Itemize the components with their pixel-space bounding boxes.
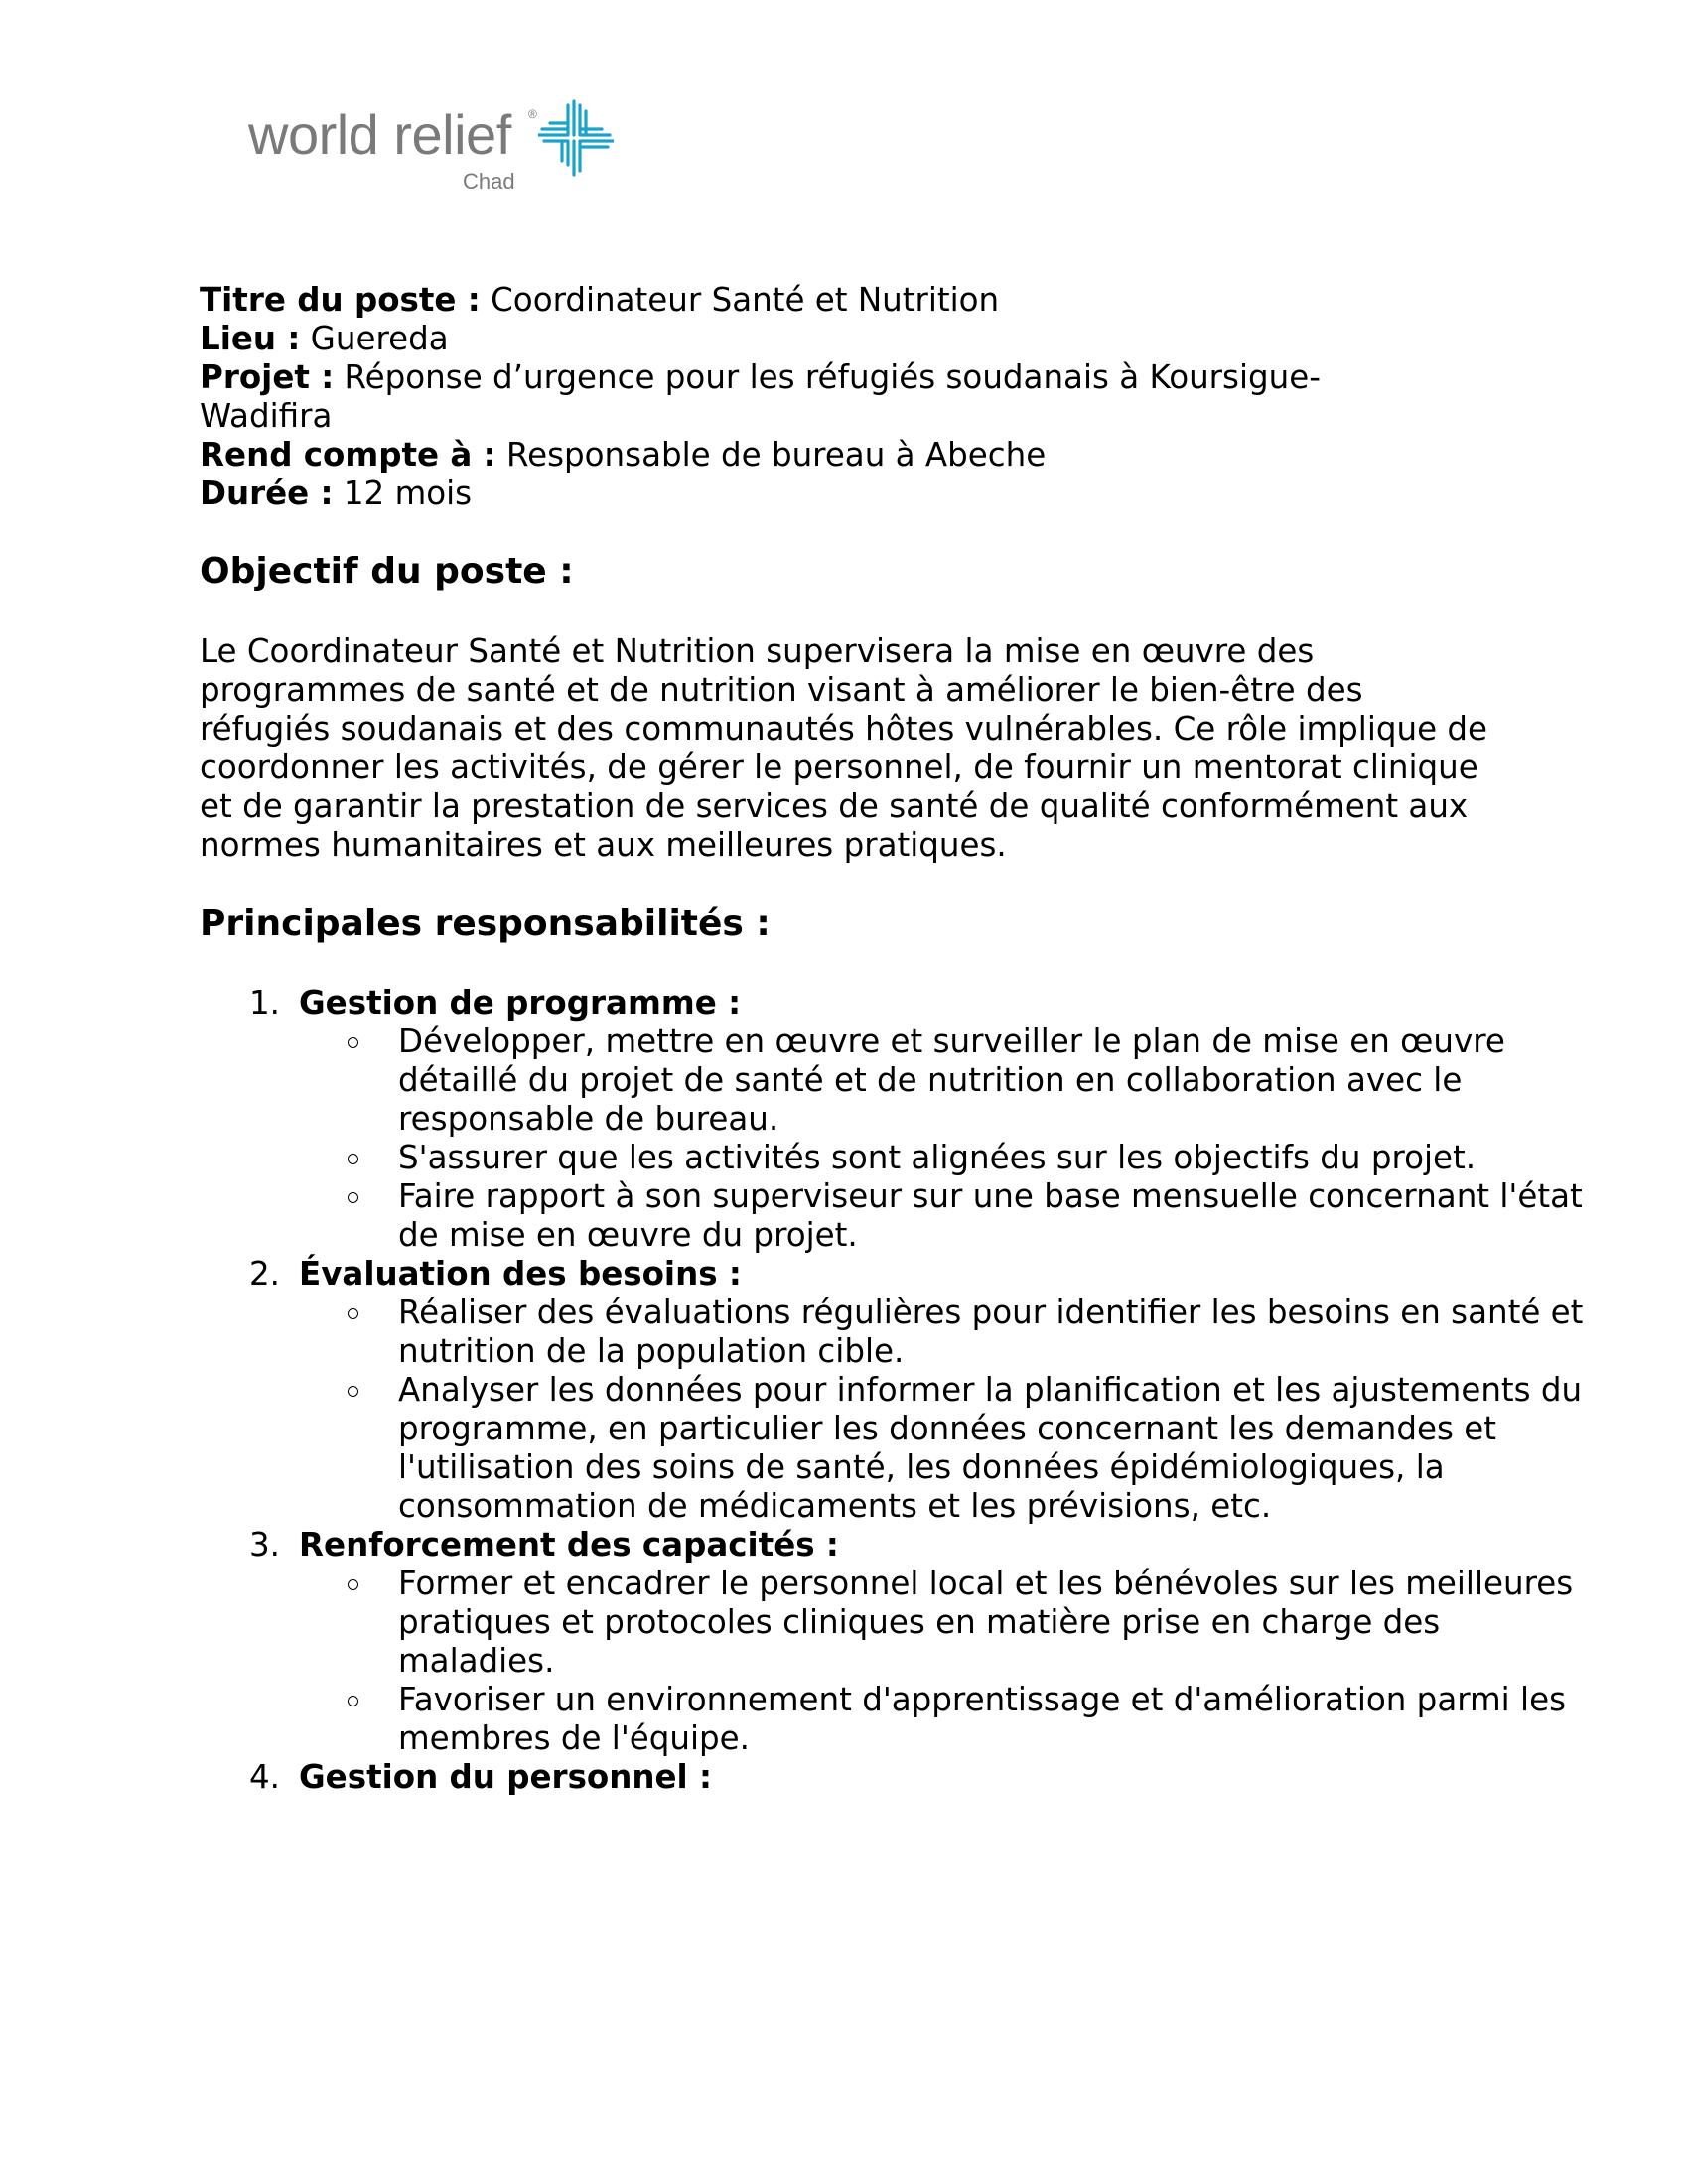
meta-value: Responsable de bureau à Abeche: [495, 436, 1047, 474]
section-title: Renforcement des capacités :: [299, 1526, 839, 1564]
section-items: [299, 1023, 1583, 1255]
list-item: [299, 1023, 1600, 1139]
hollow-bullet-icon: [348, 1308, 358, 1319]
meta-value: Guereda: [300, 320, 449, 357]
responsibility-section: [200, 1526, 1574, 1758]
world-relief-cross-icon: [538, 99, 614, 177]
world-relief-logo: [248, 99, 626, 199]
meta-reports-to: [200, 436, 1490, 475]
responsibilities-heading: Principales responsabilités :: [200, 903, 771, 944]
meta-value: Réponse d’urgence pour les réfugiés soudanais à Koursigue-Wadifira: [200, 358, 1321, 435]
meta-job-title: [200, 281, 1490, 320]
list-item-text: Favoriser un environnement d'apprentissage et d'amélioration parmi les membres de l'équipe.: [398, 1681, 1566, 1757]
logo-wordmark: world relief: [248, 103, 511, 166]
objective-heading: Objectif du poste :: [200, 551, 574, 592]
responsibilities-list: [200, 984, 1584, 1797]
meta-label: Lieu :: [200, 320, 301, 357]
meta-label: Projet :: [200, 358, 335, 396]
logo-registered-mark: ®: [528, 107, 537, 121]
meta-label: Durée :: [200, 475, 334, 512]
meta-duration: [200, 475, 1490, 513]
hollow-bullet-icon: [348, 1154, 358, 1164]
list-item-text: S'assurer que les activités sont alignées sur les objectifs du projet.: [398, 1139, 1477, 1176]
meta-label: Rend compte à :: [200, 436, 496, 474]
section-number: 4.: [249, 1758, 281, 1796]
meta-project: [200, 358, 1391, 436]
job-description: [200, 281, 1584, 1797]
list-item: [299, 1177, 1600, 1255]
meta-label: Titre du poste :: [200, 281, 481, 319]
meta-value: 12 mois: [333, 475, 473, 512]
hollow-bullet-icon: [348, 1696, 358, 1706]
hollow-bullet-icon: [348, 1192, 358, 1203]
list-item-text: Faire rapport à son superviseur sur une base mensuelle concernant l'état de mise en œuvre du projet.: [398, 1177, 1583, 1254]
list-item-text: Former et encadrer le personnel local et les bénévoles sur les meilleures pratiques et protocoles cliniques en matière prise en charge des maladies.: [398, 1565, 1574, 1680]
section-number: 3.: [249, 1526, 281, 1564]
section-items: [299, 1294, 1584, 1526]
list-item: [299, 1681, 1600, 1758]
section-number: 1.: [249, 984, 281, 1022]
meta-value: Coordinateur Santé et Nutrition: [480, 281, 1000, 319]
hollow-bullet-icon: [348, 1579, 358, 1590]
list-item-text: Développer, mettre en œuvre et surveiller le plan de mise en œuvre détaillé du projet de santé et de nutrition en collaboration avec le responsable de bureau.: [398, 1023, 1505, 1138]
list-item: [299, 1371, 1600, 1526]
logo-subtitle: Chad: [463, 169, 515, 194]
section-title: Évaluation des besoins :: [299, 1255, 742, 1293]
responsibility-section: [200, 1255, 1584, 1526]
objective-paragraph: Le Coordinateur Santé et Nutrition supervisera la mise en œuvre des programmes de santé et de nutrition visant à améliorer le bien-être des réfugiés soudanais et des communautés hôtes vulnérables. Ce rôle implique de coordonner les activités, de gérer le personnel, de fournir un mentorat clinique et de garantir la prestation de services de santé de qualité conformément aux normes humanitaires et aux meilleures pratiques.: [200, 632, 1488, 864]
meta-location: [200, 320, 1490, 358]
list-item-text: Réaliser des évaluations régulières pour identifier les besoins en santé et nutrition de la population cible.: [398, 1294, 1584, 1370]
hollow-bullet-icon: [348, 1037, 358, 1048]
section-number: 2.: [249, 1255, 281, 1293]
job-metadata: [200, 281, 1490, 513]
section-items: [299, 1565, 1574, 1758]
section-title: Gestion du personnel :: [299, 1758, 713, 1796]
responsibility-section: [200, 984, 1583, 1255]
responsibility-section: [200, 1758, 1490, 1797]
section-title: Gestion de programme :: [299, 984, 742, 1022]
hollow-bullet-icon: [348, 1386, 358, 1397]
list-item: [299, 1565, 1600, 1681]
list-item-text: Analyser les données pour informer la planification et les ajustements du programme, en particulier les données concernant les demandes et l'utilisation des soins de santé, les données épidémiologiques, la consommation de médicaments et les prévisions, etc.: [398, 1371, 1583, 1525]
list-item: [299, 1139, 1600, 1177]
list-item: [299, 1294, 1600, 1371]
